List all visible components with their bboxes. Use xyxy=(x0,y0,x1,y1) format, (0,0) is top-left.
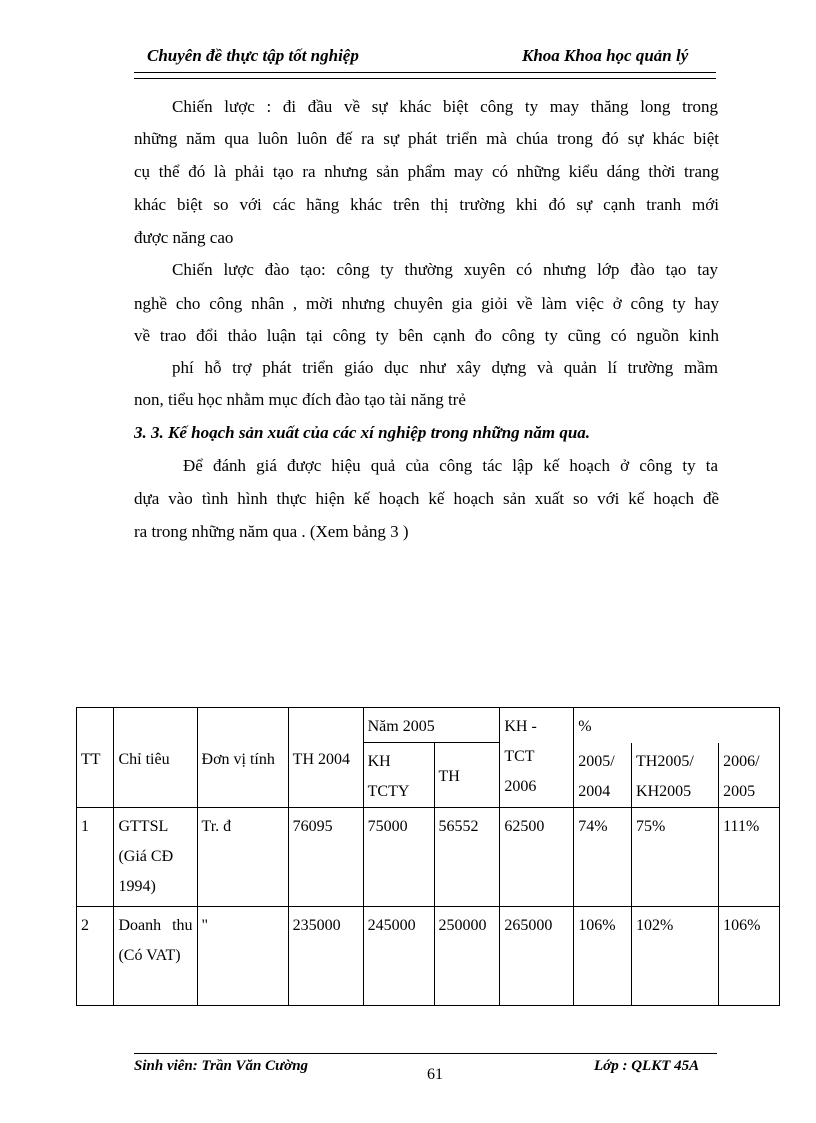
header-nam-2005: Năm 2005 xyxy=(363,708,500,743)
header-th: TH xyxy=(434,743,500,808)
section-heading: 3. 3. Kế hoạch sản xuất của các xí nghiệp trong những năm qua. xyxy=(134,423,591,442)
cell-th2004: 76095 xyxy=(288,808,363,907)
header-tt: TT xyxy=(77,708,114,808)
paragraph-line: nghề cho công nhân , mời nhưng chuyên gia giỏi về làm việc ở công ty hay xyxy=(134,294,719,313)
header-2005-2004: 2005/ 2004 xyxy=(574,743,632,808)
header-left: Chuyên đề thực tập tốt nghiệp xyxy=(147,46,359,65)
table-row xyxy=(77,907,780,1006)
header-percent: % xyxy=(574,708,780,743)
table-row xyxy=(77,808,780,907)
cell-kh-2006: 265000 xyxy=(500,907,574,1006)
paragraph-line: khác biệt so với các hãng khác trên thị trường khi đó sự cạnh tranh mới xyxy=(134,195,719,214)
header-rule xyxy=(134,72,716,79)
cell-tt: 1 xyxy=(77,808,114,907)
paragraph-line: Để đánh giá được hiệu quả của công tác lập kế hoạch ở công ty ta xyxy=(183,456,718,475)
header-2006-2005: 2006/ 2005 xyxy=(719,743,780,808)
header-kh-tct-2006: KH - TCT 2006 xyxy=(500,708,574,808)
paragraph-line: non, tiểu học nhằm mục đích đào tạo tài năng trẻ xyxy=(134,390,466,409)
cell-don-vi: Tr. đ xyxy=(197,808,288,907)
header-kh-tcty: KH TCTY xyxy=(363,743,434,808)
paragraph-line: về trao đổi thảo luận tại công ty bên cạnh đo công ty cũng có nguồn kinh xyxy=(134,326,719,345)
cell-tt: 2 xyxy=(77,907,114,1006)
cell-kh-tcty: 245000 xyxy=(363,907,434,1006)
paragraph-line: dựa vào tình hình thực hiện kế hoạch kế hoạch sản xuất so với kế hoạch đề xyxy=(134,489,719,508)
cell-pct-2: 75% xyxy=(632,808,719,907)
production-table xyxy=(76,707,780,1006)
cell-pct-3: 111% xyxy=(719,808,780,907)
cell-th: 56552 xyxy=(434,808,500,907)
header-chi-tieu: Chỉ tiêu xyxy=(114,708,197,808)
header-th2004: TH 2004 xyxy=(288,708,363,808)
cell-pct-2: 102% xyxy=(632,907,719,1006)
cell-th: 250000 xyxy=(434,907,500,1006)
paragraph-line: ra trong những năm qua . (Xem bảng 3 ) xyxy=(134,522,409,541)
header-right: Khoa Khoa học quản lý xyxy=(522,46,689,65)
paragraph-line: phí hỗ trợ phát triển giáo dục như xây dựng và quản lí trường mầm xyxy=(172,358,718,377)
header-th2005-kh2005: TH2005/ KH2005 xyxy=(632,743,719,808)
cell-th2004: 235000 xyxy=(288,907,363,1006)
cell-pct-1: 74% xyxy=(574,808,632,907)
paragraph-line: được năng cao xyxy=(134,228,234,247)
cell-chi-tieu: GTTSL (Giá CĐ 1994) xyxy=(114,808,197,907)
paragraph-line: những năm qua luôn luôn đế ra sự phát triển mà chúa trong đó sự khác biệt xyxy=(134,129,719,148)
footer-class: Lớp : QLKT 45A xyxy=(594,1058,700,1074)
footer-student: Sinh viên: Trần Văn Cường xyxy=(134,1058,309,1074)
header-don-vi: Đơn vị tính xyxy=(197,708,288,808)
cell-kh-2006: 62500 xyxy=(500,808,574,907)
cell-kh-tcty: 75000 xyxy=(363,808,434,907)
cell-chi-tieu: Doanh thu (Có VAT) xyxy=(114,907,197,1006)
footer-rule xyxy=(134,1053,717,1054)
paragraph-line: Chiến lược đào tạo: công ty thường xuyên có nhưng lớp đào tạo tay xyxy=(172,260,718,279)
cell-don-vi: " xyxy=(197,907,288,1006)
cell-pct-1: 106% xyxy=(574,907,632,1006)
page-number: 61 xyxy=(427,1066,443,1083)
cell-pct-3: 106% xyxy=(719,907,780,1006)
paragraph-line: Chiến lược : đi đầu về sự khác biệt công ty may thăng long trong xyxy=(172,97,718,116)
paragraph-line: cụ thể đó là phải tạo ra nhưng sản phẩm may có những kiểu dáng thời trang xyxy=(134,162,719,181)
